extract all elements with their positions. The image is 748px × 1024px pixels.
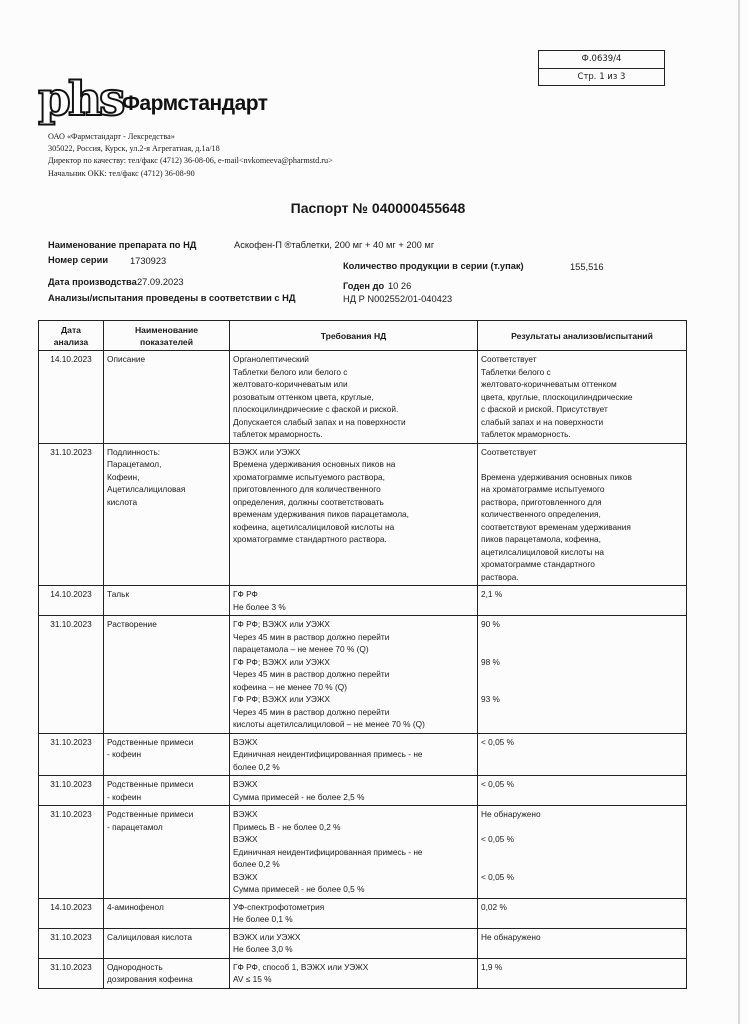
- cell-result: Не обнаружено < 0,05 % < 0,05 %: [478, 806, 687, 899]
- cell-indicator: Родственные примеси - кофеин: [104, 733, 230, 776]
- cell-date: 31.10.2023: [39, 443, 104, 586]
- table-row: [39, 806, 687, 899]
- qc-head-contact: Начальник ОКК: тел/факс (4712) 36-08-90: [48, 168, 195, 178]
- cell-date: 31.10.2023: [39, 776, 104, 806]
- drug-name-label: Наименование препарата по НД: [48, 240, 197, 250]
- cell-indicator: Однородность дозирования кофеина: [104, 958, 230, 988]
- cell-requirement: Органолептический Таблетки белого или белого с желтовато-коричневатым или розоватым оттенком цвета, круглые, плоскоцилиндрические с фаской и риской. Допускается слабый запах и на поверхности таблеток мраморность.: [230, 351, 478, 444]
- cell-indicator: Тальк: [104, 586, 230, 616]
- cell-indicator: Салициловая кислота: [104, 928, 230, 958]
- quality-director-contact: Директор по качеству: тел/факс (4712) 36-08-06, e-mail<nvkomeeva@pharmstd.ru>: [48, 156, 333, 166]
- table-header-row: [39, 321, 687, 351]
- cell-date: 31.10.2023: [39, 733, 104, 776]
- cell-date: 31.10.2023: [39, 616, 104, 734]
- scan-edge: [738, 0, 740, 1024]
- logo-mark: phs: [38, 72, 123, 127]
- cell-result: 1,9 %: [478, 958, 687, 988]
- cell-indicator: Родственные примеси - парацетамол: [104, 806, 230, 899]
- quantity-value: 155,516: [570, 262, 604, 272]
- cell-result: 2,1 %: [478, 586, 687, 616]
- cell-date: 14.10.2023: [39, 351, 104, 444]
- form-code-box: [538, 50, 665, 86]
- cell-indicator: Подлинность: Парацетамол, Кофеин, Ацетилсалициловая кислота: [104, 443, 230, 586]
- cell-date: 31.10.2023: [39, 928, 104, 958]
- cell-requirement: ВЭЖХ Примесь В - не более 0,2 % ВЭЖХ Единичная неидентифицированная примесь - не более 0,2 % ВЭЖХ Сумма примесей - не более 0,5 %: [230, 806, 478, 899]
- table-row: [39, 616, 687, 734]
- cell-requirement: ВЭЖХ Единичная неидентифицированная примесь - не более 0,2 %: [230, 733, 478, 776]
- header-results: Результаты анализов/испытаний: [478, 321, 687, 351]
- header-date: Дата анализа: [39, 321, 104, 351]
- header-indicator: Наименование показателей: [104, 321, 230, 351]
- drug-name-value: Аскофен-П ®таблетки, 200 мг + 40 мг + 200 мг: [234, 240, 435, 250]
- company-info: [48, 131, 333, 180]
- series-label: Номер серии: [48, 255, 109, 265]
- series-value: 1730923: [130, 256, 167, 266]
- page-number: Стр. 1 из 3: [539, 68, 664, 85]
- header-requirements: Требования НД: [230, 321, 478, 351]
- cell-date: 31.10.2023: [39, 806, 104, 899]
- cell-result: 90 % 98 % 93 %: [478, 616, 687, 734]
- table-row: [39, 733, 687, 776]
- cell-indicator: Родственные примеси - кофеин: [104, 776, 230, 806]
- valid-until-label: Годен до: [343, 281, 385, 291]
- form-code: Ф.0639/4: [581, 54, 622, 64]
- table-row: [39, 958, 687, 988]
- table-row: [39, 776, 687, 806]
- quantity-label: Количество продукции в серии (т.упак): [343, 261, 524, 271]
- cell-indicator: Описание: [104, 351, 230, 444]
- table-row: [39, 898, 687, 928]
- company-address: 305022, Россия, Курск, ул.2-я Агрегатная, д.1а/18: [48, 144, 220, 154]
- cell-result: < 0,05 %: [478, 776, 687, 806]
- cell-requirement: ВЭЖХ Сумма примесей - не более 2,5 %: [230, 776, 478, 806]
- table-row: [39, 928, 687, 958]
- cell-requirement: ГФ РФ Не более 3 %: [230, 586, 478, 616]
- table-row: [39, 443, 687, 586]
- cell-requirement: ГФ РФ; ВЭЖХ или УЭЖХ Через 45 мин в раствор должно перейти парацетамола – не менее 70 % (Q) ГФ РФ; ВЭЖХ или УЭЖХ Через 45 мин в раствор должно перейти кофеина – не менее 70 % (Q) ГФ РФ; ВЭЖХ или УЭЖХ Через 45 мин в раствор должно перейти кислоты ацетилсалициловой – не менее 70 % (Q): [230, 616, 478, 734]
- cell-date: 14.10.2023: [39, 586, 104, 616]
- analysis-basis-label: Анализы/испытания проведены в соответствии с НД: [48, 293, 296, 303]
- table-row: [39, 351, 687, 444]
- logo-wordmark: Фармстандарт: [122, 92, 268, 115]
- cell-result: Соответствует Таблетки белого с желтовато-коричневатым оттенком цвета, круглые, плоскоцилиндрические с фаской и риской. Присутствует слабый запах и на поверхности таблеток мраморность.: [478, 351, 687, 444]
- cell-requirement: ВЭЖХ или УЭЖХ Времена удерживания основных пиков на хроматограмме испытуемого раствора, приготовленного для количественного определения, должны соответствовать временам удерживания пиков парацетамола, кофеина, ацетилсалициловой кислоты на хроматограмме стандартного раствора.: [230, 443, 478, 586]
- passport-title: Паспорт № 040000455648: [290, 200, 466, 216]
- production-date-value: 27.09.2023: [137, 277, 184, 287]
- analysis-results-table: [38, 320, 687, 989]
- cell-indicator: 4-аминофенол: [104, 898, 230, 928]
- cell-result: 0,02 %: [478, 898, 687, 928]
- cell-date: 14.10.2023: [39, 898, 104, 928]
- cell-requirement: ВЭЖХ или УЭЖХ Не более 3,0 %: [230, 928, 478, 958]
- cell-date: 31.10.2023: [39, 958, 104, 988]
- cell-requirement: ГФ РФ, способ 1, ВЭЖХ или УЭЖХ AV ≤ 15 %: [230, 958, 478, 988]
- table-row: [39, 586, 687, 616]
- cell-result: Не обнаружено: [478, 928, 687, 958]
- valid-until-value: 10 26: [388, 281, 412, 291]
- company-logo: [38, 72, 268, 127]
- cell-result: Соответствует Времена удерживания основных пиков на хроматограмме испытуемого раствора, приготовленного для количественного определения, соответствуют временам удерживания пиков парацетамола, кофеина, ацетилсалициловой кислоты на хроматограмме стандартного раствора.: [478, 443, 687, 586]
- production-date-label: Дата производства: [48, 277, 137, 287]
- cell-indicator: Растворение: [104, 616, 230, 734]
- cell-result: < 0,05 %: [478, 733, 687, 776]
- nd-number: НД Р N002552/01-040423: [343, 294, 453, 304]
- cell-requirement: УФ-спектрофотометрия Не более 0,1 %: [230, 898, 478, 928]
- company-name: ОАО «Фармстандарт - Лексредства»: [48, 132, 175, 141]
